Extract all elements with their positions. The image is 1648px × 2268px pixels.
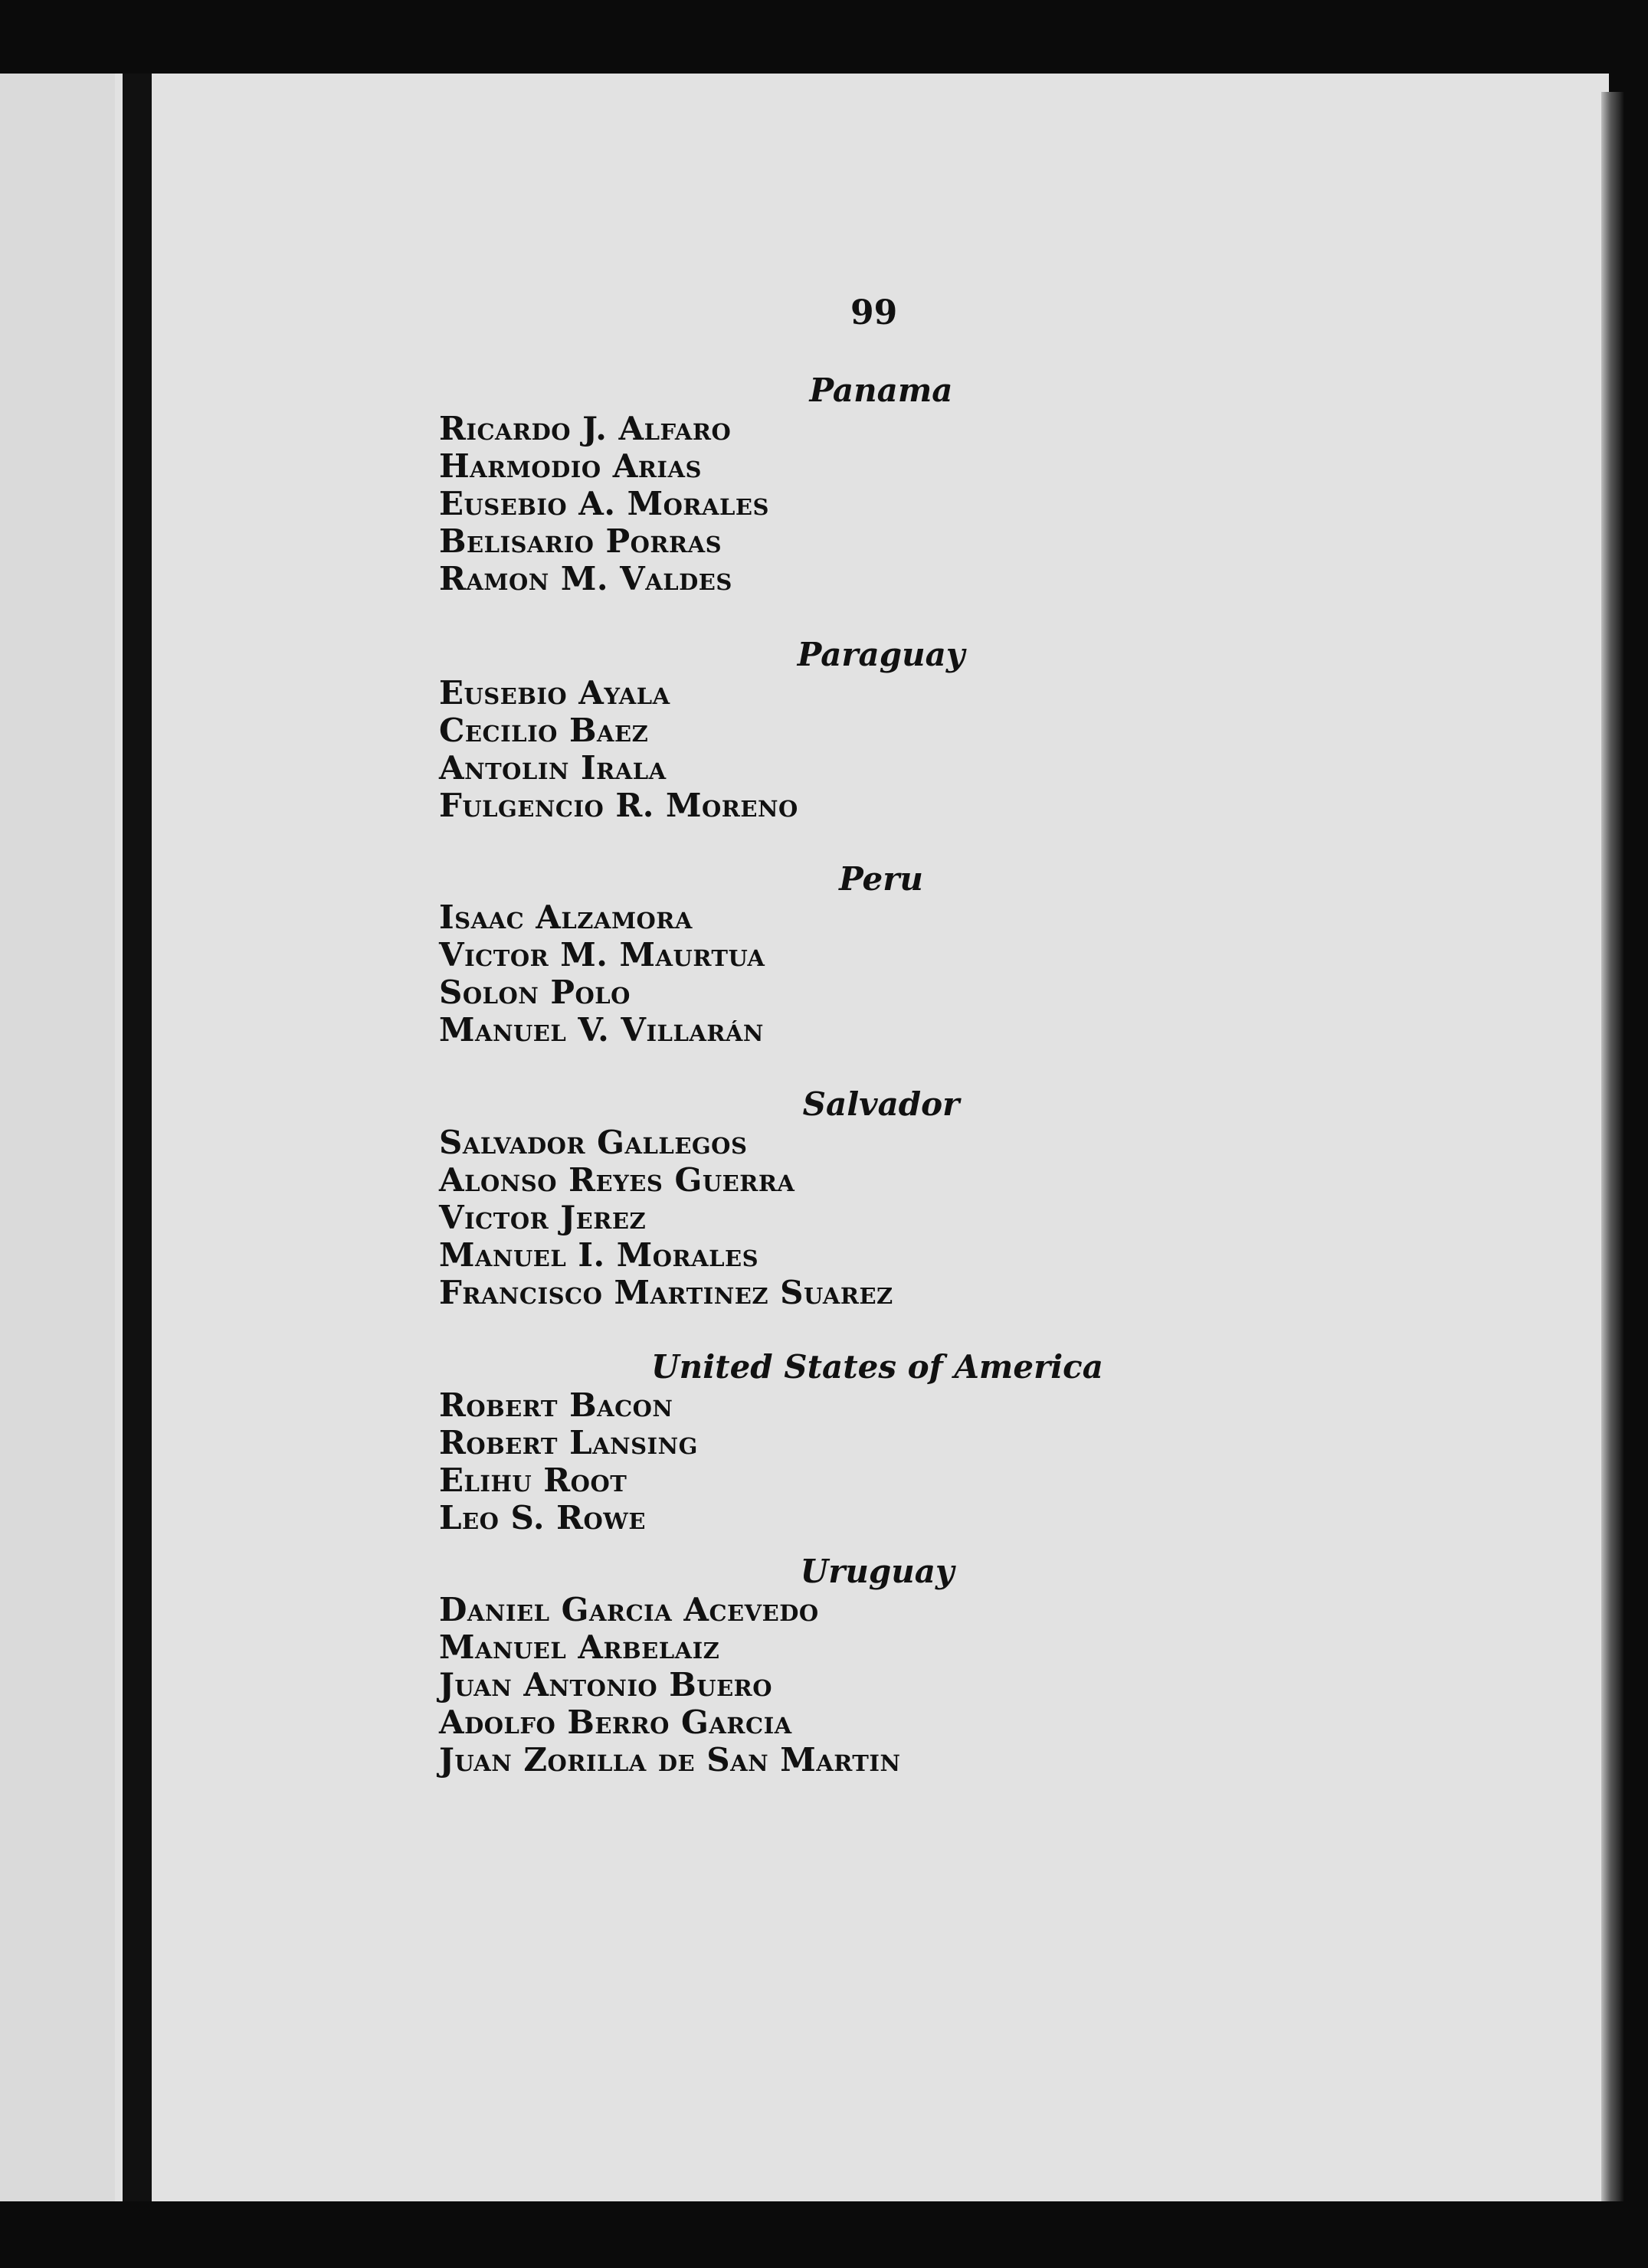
list-item: Manuel I. Morales (439, 1236, 759, 1274)
list-item: Victor Jerez (439, 1199, 647, 1236)
section-heading-usa: United States of America (651, 1348, 1103, 1386)
list-item: Leo S. Rowe (439, 1499, 646, 1537)
list-item: Robert Lansing (439, 1424, 698, 1461)
list-item: Belisario Porras (439, 522, 722, 560)
list-item: Robert Bacon (439, 1386, 673, 1424)
list-item: Francisco Martinez Suarez (439, 1274, 893, 1311)
section-heading-panama: Panama (809, 371, 953, 409)
list-item: Manuel V. Villarán (439, 1011, 764, 1049)
list-item: Juan Antonio Buero (439, 1666, 773, 1703)
facing-page-edge (0, 74, 123, 2201)
list-item: Juan Zorilla de San Martin (439, 1741, 901, 1779)
section-heading-uruguay: Uruguay (800, 1553, 955, 1590)
list-item: Daniel Garcia Acevedo (439, 1591, 819, 1628)
list-item: Alonso Reyes Guerra (439, 1161, 795, 1199)
list-item: Salvador Gallegos (439, 1124, 748, 1161)
list-item: Isaac Alzamora (439, 898, 693, 936)
section-heading-paraguay: Paraguay (797, 636, 965, 673)
list-item: Solon Polo (439, 974, 631, 1011)
section-heading-peru: Peru (839, 860, 923, 898)
list-item: Adolfo Berro Garcia (439, 1703, 792, 1741)
list-item: Ricardo J. Alfaro (439, 410, 732, 447)
list-item: Cecilio Baez (439, 712, 649, 749)
list-item: Harmodio Arias (439, 447, 702, 485)
section-heading-salvador: Salvador (802, 1085, 960, 1123)
list-item: Manuel Arbelaiz (439, 1628, 720, 1666)
list-item: Victor M. Maurtua (439, 936, 765, 974)
list-item: Antolin Irala (439, 749, 667, 787)
page-edge-shadow (1601, 92, 1624, 2206)
binding-gutter (123, 74, 152, 2201)
list-item: Eusebio A. Morales (439, 485, 769, 522)
list-item: Elihu Root (439, 1461, 627, 1499)
scan-border (0, 2201, 1648, 2268)
list-item: Ramon M. Valdes (439, 560, 732, 597)
page-number: 99 (850, 293, 898, 332)
list-item: Fulgencio R. Moreno (439, 787, 798, 824)
list-item: Eusebio Ayala (439, 674, 670, 712)
